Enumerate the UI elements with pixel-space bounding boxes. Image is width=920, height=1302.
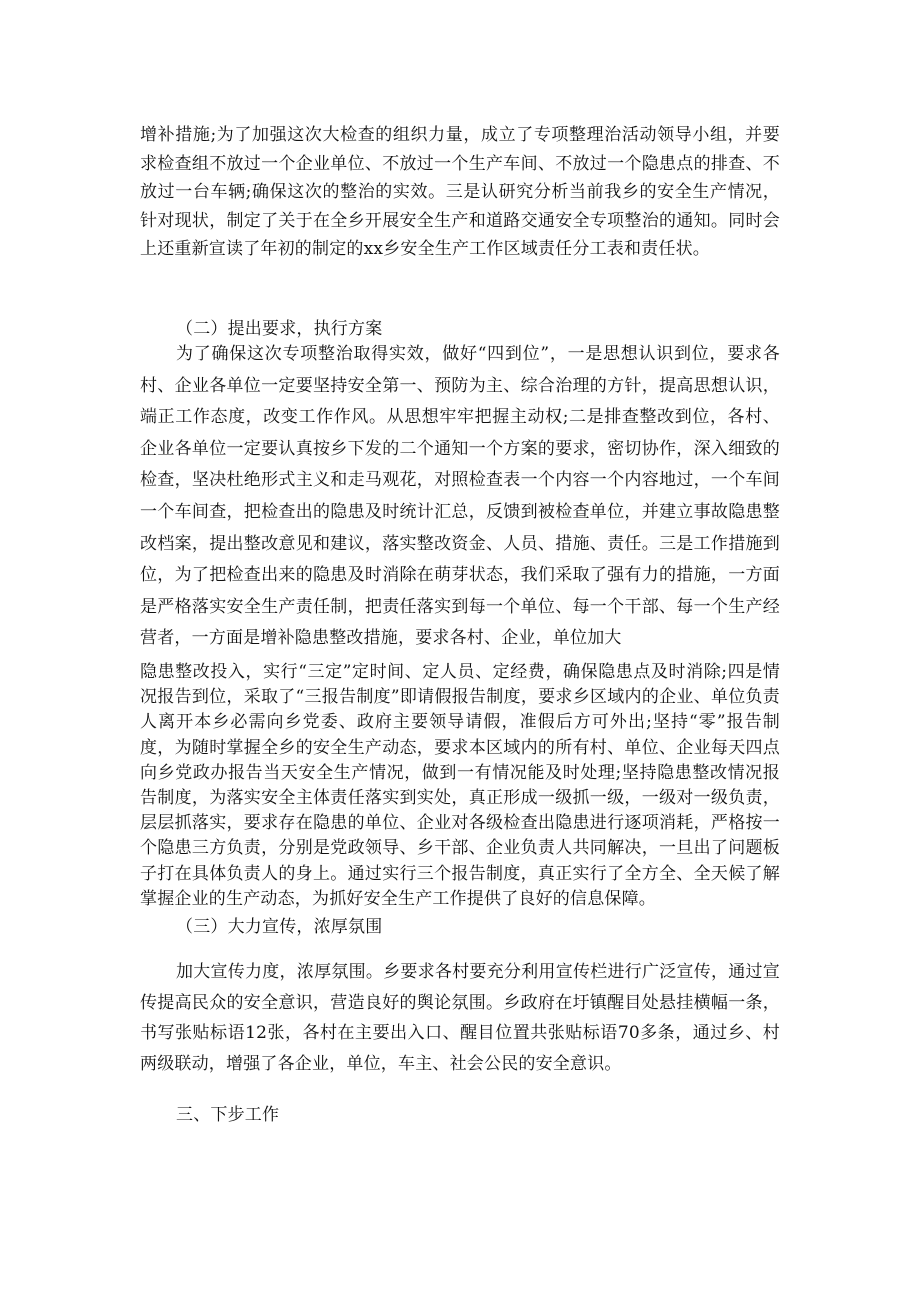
section-heading-publicity: （三）大力宣传，浓厚氛围 [176, 917, 383, 937]
section-heading-requirements: （二）提出要求，执行方案 [176, 319, 383, 339]
paragraph-measures: 增补措施;为了加强这次大检查的组织力量，成立了专项整理治活动领导小组，并要求检查组不放过一个企业单位、不放过一个生产车间、不放过一个隐患点的排查、不放过一台车辆;确保这次的整治的实效。三是认研究分析当前我乡的安全生产情况，针对现状，制定了关于在全乡开展安全生产和道路交通安全专项整治的通知。同时会上还重新宣读了年初的制定的xx乡安全生产工作区域责任分工表和责任状。 [140, 125, 780, 260]
paragraph-publicity: 加大宣传力度，浓厚氛围。乡要求各村要充分利用宣传栏进行广泛宣传，通过宣传提高民众的安全意识，营造良好的舆论氛围。乡政府在圩镇醒目处悬挂横幅一条，书写张贴标语12张，各村在主要出入口、醒目位置共张贴标语70多条，通过乡、村两级联动，增强了各企业，单位，车主、社会公民的安全意识。 [140, 962, 780, 1074]
paragraph-reporting-system: 隐患整改投入，实行“三定”定时间、定人员、定经费，确保隐患点及时消除;四是情况报告到位，采取了“三报告制度”即请假报告制度，要求乡区域内的企业、单位负责人离开本乡必需向乡党委、政府主要领导请假，准假后方可外出;坚持“零”报告制度，为随时掌握全乡的安全生产动态，要求本区域内的所有村、单位、企业每天四点向乡党政办报告当天安全生产情况，做到一有情况能及时处理;坚持隐患整改情况报告制度，为落实安全主体责任落实到实处，真正形成一级抓一级，一级对一级负责，层层抓落实，要求存在隐患的单位、企业对各级检查出隐患进行逐项消耗，严格按一个隐患三方负责，分别是党政领导、乡干部、企业负责人共同解决，一旦出了问题板子打在具体负责人的身上。通过实行三个报告制度，真正实行了全方全、全天候了解掌握企业的生产动态，为抓好安全生产工作提供了良好的信息保障。 [140, 662, 780, 909]
section-heading-next-steps: 三、下步工作 [176, 1105, 280, 1125]
paragraph-four-in-place: 为了确保这次专项整治取得实效，做好“四到位”，一是思想认识到位，要求各村、企业各单位一定要坚持安全第一、预防为主、综合治理的方针，提高思想认识，端正工作态度，改变工作作风。从思想牢牢把握主动权;二是排查整改到位，各村、企业各单位一定要认真按乡下发的二个通知一个方案的要求，密切协作，深入细致的检查，坚决杜绝形式主义和走马观花，对照检查表一个内容一个内容地过，一个车间一个车间查，把检查出的隐患及时统计汇总，反馈到被检查单位，并建立事故隐患整改档案，提出整改意见和建议，落实整改资金、人员、措施、责任。三是工作措施到位，为了把检查出来的隐患及时消除在萌芽状态，我们采取了强有力的措施，一方面是严格落实安全生产责任制，把责任落实到每一个单位、每一个干部、每一个生产经营者，一方面是增补隐患整改措施，要求各村、企业，单位加大 [140, 344, 780, 649]
